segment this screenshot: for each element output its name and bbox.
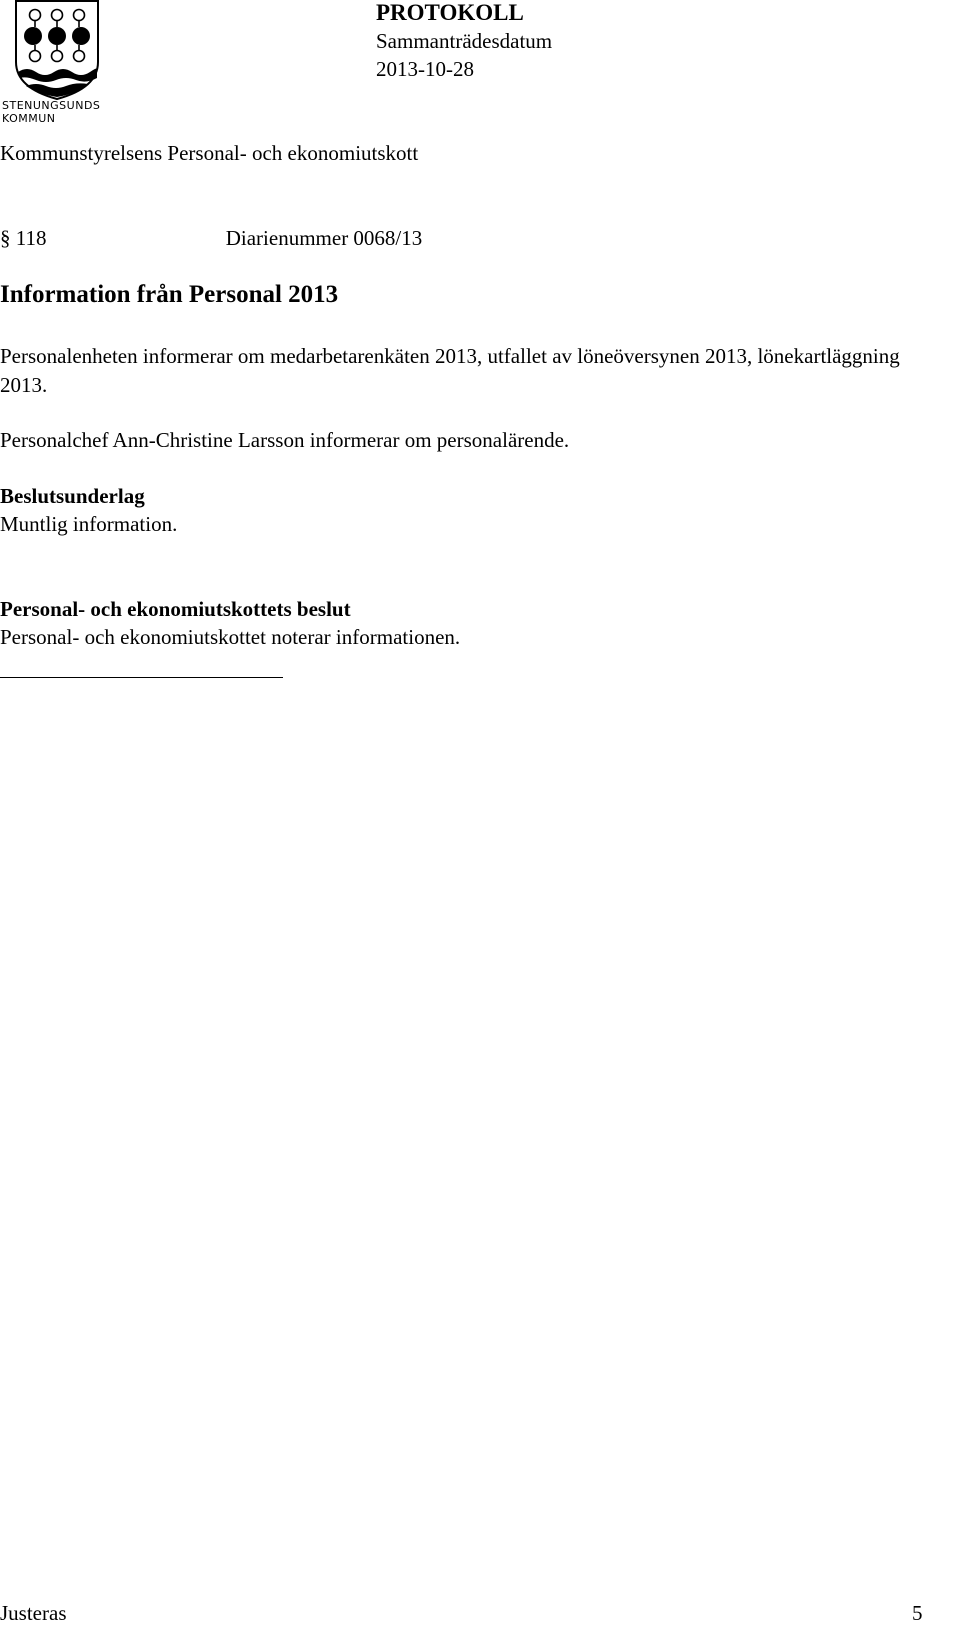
beslutsunderlag-text: Muntlig information. <box>0 512 178 536</box>
municipality-logo <box>0 0 118 130</box>
page-title: Information från Personal 2013 <box>0 281 339 308</box>
signature-divider <box>0 677 283 678</box>
committee-name: Kommunstyrelsens Personal- och ekonomiutskott <box>0 141 419 165</box>
body-paragraph-1: Personalenheten informerar om medarbetarenkäten 2013, utfallet av löneöversynen 2013, lönekartläggning 2013. <box>0 344 900 397</box>
paragraph-line <box>0 225 422 251</box>
meeting-date: 2013-10-28 <box>376 57 474 81</box>
coat-of-arms-icon <box>0 0 118 100</box>
decision-text: Personal- och ekonomiutskottet noterar informationen. <box>0 625 461 649</box>
meeting-date-label: Sammanträdesdatum <box>376 29 553 53</box>
logo-text-line2: KOMMUN <box>2 112 56 125</box>
paragraph-number: 118 <box>15 226 47 250</box>
document-type: PROTOKOLL <box>376 0 524 25</box>
section-sign: § <box>0 226 11 250</box>
decision-heading: Personal- och ekonomiutskottets beslut <box>0 597 351 621</box>
beslutsunderlag-heading: Beslutsunderlag <box>0 484 145 508</box>
logo-text-line1: STENUNGSUNDS <box>2 99 101 112</box>
body-paragraph-2: Personalchef Ann-Christine Larsson informerar om personalärende. <box>0 428 570 452</box>
diarienummer: Diarienummer 0068/13 <box>225 226 423 250</box>
footer-justeras: Justeras <box>0 1601 67 1625</box>
page-number: 5 <box>912 1601 923 1625</box>
